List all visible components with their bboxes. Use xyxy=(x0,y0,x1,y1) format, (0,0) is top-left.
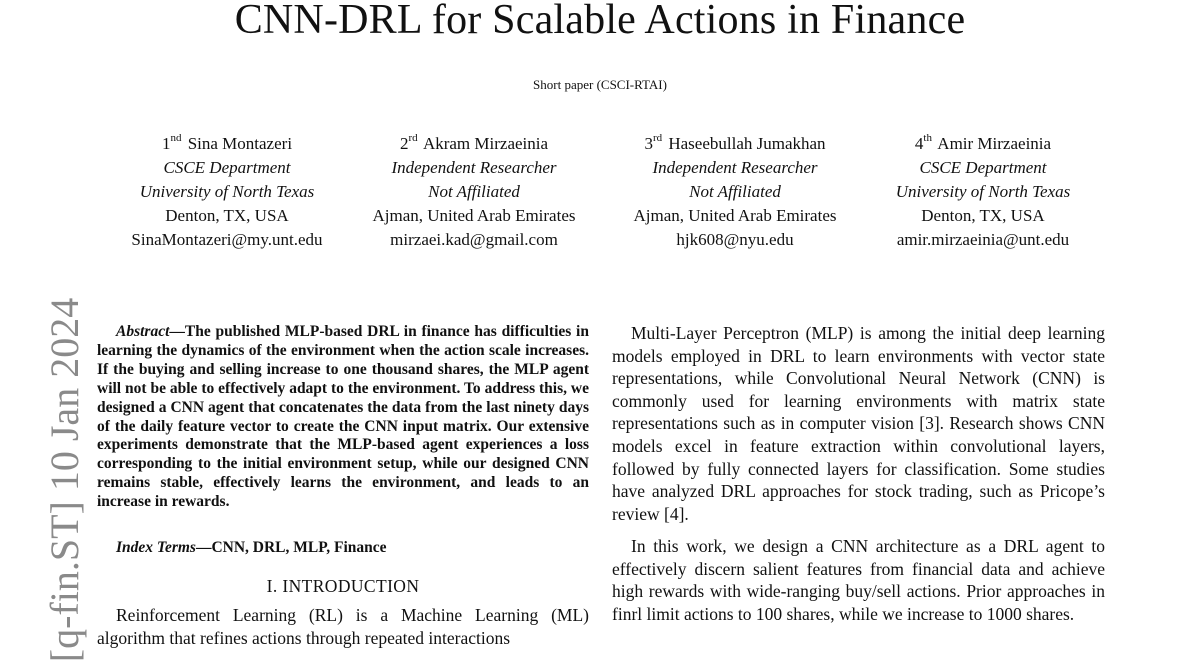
author-name-line xyxy=(110,132,344,156)
paper-subtitle: Short paper (CSCI-RTAI) xyxy=(533,77,667,92)
author-ordinal: 1 xyxy=(161,134,171,153)
author-location: Denton, TX, USA xyxy=(165,206,289,225)
author-location: Denton, TX, USA xyxy=(921,206,1045,225)
right-column-paragraph-2: In this work, we design a CNN architecture as a DRL agent to effectively discern salient features from financial data and achieve high rewards with wide-ranging buy/sell actions. Prior approaches in finrl limit actions to 100 shares, while we increase to 1000 shares. xyxy=(612,536,1105,624)
author-email[interactable]: hjk608@nyu.edu xyxy=(676,230,794,249)
abstract-label: Abstract xyxy=(116,323,170,340)
author-ordinal-suffix: th xyxy=(923,132,932,145)
author-block-4 xyxy=(872,132,1094,252)
author-name: Akram Mirzaeinia xyxy=(422,134,549,153)
author-ordinal: 3 xyxy=(644,134,653,153)
abstract-text: —The published MLP-based DRL in finance has difficulties in learning the dynamics of the environment when the action scale increases. If the buying and selling increase to one thousand shares, the MLP agent will not be able to effectively adapt to the environment. To address this, we designed a CNN agent that concatenates the data from the last ninety days of the daily feature vector to create the CNN input matrix. Our extensive experiments demonstrate that the MLP-based agent experiences a loss corresponding to the initial environment setup, while our designed CNN remains stable, effectively learns the environment, and leads to an increase in rewards. xyxy=(97,323,589,511)
author-department: CSCE Department xyxy=(163,158,291,177)
author-institution: University of North Texas xyxy=(895,182,1071,201)
author-block-2 xyxy=(350,132,598,252)
author-name-line xyxy=(872,132,1094,156)
author-email[interactable]: mirzaei.kad@gmail.com xyxy=(390,230,558,249)
index-terms xyxy=(97,538,589,557)
author-name-line xyxy=(350,132,598,156)
index-terms-text: —CNN, DRL, MLP, Finance xyxy=(195,539,387,556)
author-ordinal-suffix: rd xyxy=(408,132,418,145)
author-department: Independent Researcher xyxy=(652,158,818,177)
author-location: Ajman, United Arab Emirates xyxy=(372,206,576,225)
abstract xyxy=(97,323,589,512)
author-institution: Not Affiliated xyxy=(689,182,781,201)
introduction-paragraph: Reinforcement Learning (RL) is a Machine Learning (ML) algorithm that refines actions through repeated interactions xyxy=(97,605,589,648)
author-department: CSCE Department xyxy=(919,158,1047,177)
author-ordinal-suffix: rd xyxy=(652,132,663,145)
arxiv-side-stamp: [q-fin.ST] 10 Jan 2024 xyxy=(42,297,87,662)
paper-title: CNN-DRL for Scalable Actions in Finance xyxy=(234,0,966,43)
author-block-1 xyxy=(110,132,344,252)
author-department: Independent Researcher xyxy=(391,158,557,177)
author-institution: University of North Texas xyxy=(139,182,315,201)
author-block-3 xyxy=(608,132,862,252)
author-ordinal: 2 xyxy=(399,134,409,153)
author-ordinal-suffix: nd xyxy=(170,132,182,145)
right-column-paragraph-1: Multi-Layer Perceptron (MLP) is among the initial deep learning models employed in DRL to learn environments with vector state representations, while Convolutional Neural Network (CNN) is commonly used for learning environments with matrix state representations such as in computer vision [3]. Research shows CNN models excel in feature extraction within convolutional layers, followed by fully connected layers for classification. Some studies have analyzed DRL approaches for stock trading, such as Pricope’s review [4]. xyxy=(612,323,1105,524)
author-name-line xyxy=(608,132,862,156)
section-heading-introduction: I. INTRODUCTION xyxy=(266,576,420,596)
author-email[interactable]: amir.mirzaeinia@unt.edu xyxy=(896,230,1070,249)
author-name: Amir Mirzaeinia xyxy=(937,134,1052,153)
author-name: Haseebullah Jumakhan xyxy=(668,134,826,153)
author-email[interactable]: SinaMontazeri@my.unt.edu xyxy=(131,230,323,249)
author-location: Ajman, United Arab Emirates xyxy=(633,206,837,225)
author-name: Sina Montazeri xyxy=(187,134,293,153)
author-ordinal: 4 xyxy=(914,134,924,153)
author-institution: Not Affiliated xyxy=(428,182,520,201)
index-terms-label: Index Terms xyxy=(116,539,196,556)
